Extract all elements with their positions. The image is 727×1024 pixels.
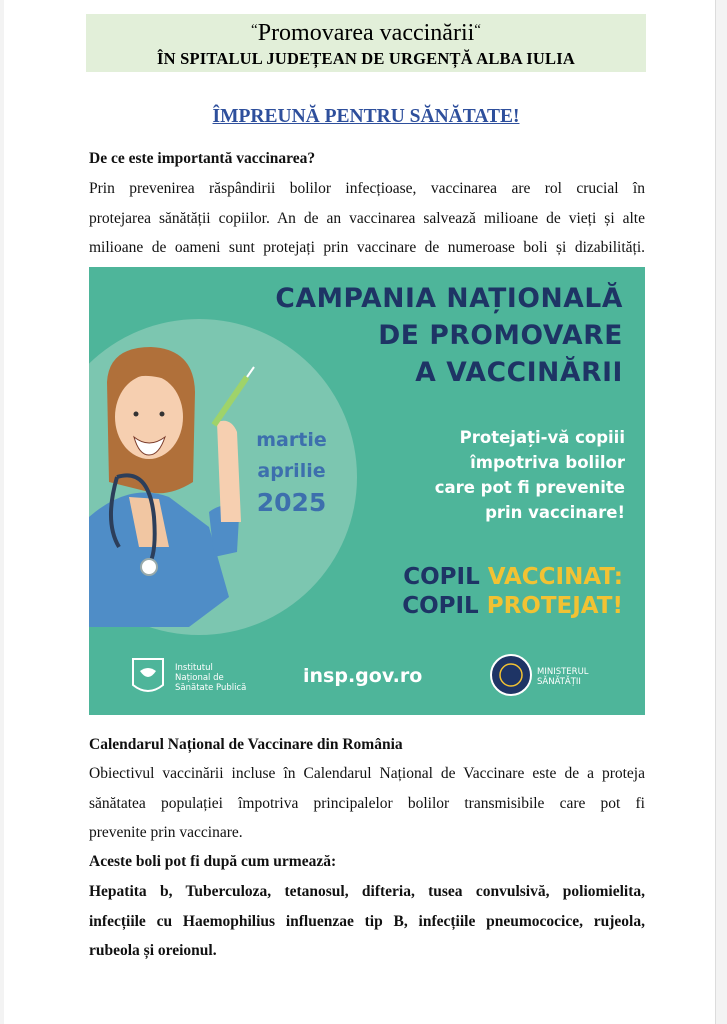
protect-message: Protejați-vă copiii împotriva bolilor care pot fi prevenite prin vaccinare! — [434, 428, 625, 522]
importance-paragraph — [89, 174, 645, 263]
ministry-logo — [491, 655, 531, 695]
diseases-list — [89, 877, 645, 966]
paragraph-line: milioane de oameni sunt protejați prin vaccinare de numeroase boli și dizabilități. — [89, 239, 645, 256]
insp-url: insp.gov.ro — [303, 665, 423, 687]
paragraph-line: Prin prevenirea răspândirii bolilor infecțioase, vaccinarea are rol crucial în — [89, 180, 645, 197]
paragraph-line: Obiectivul vaccinării incluse în Calendarul Național de Vaccinare este de a proteja — [89, 765, 645, 782]
copil-slogan: COPIL VACCINAT: COPIL PROTEJAT! — [402, 564, 623, 619]
header-banner — [86, 14, 646, 72]
paragraph-line: Hepatita b, Tuberculoza, tetanosul, difteria, tusea convulsivă, poliomielita, — [89, 883, 645, 900]
campaign-dates: martie aprilie 2025 — [256, 429, 327, 517]
section-heading-calendar: Calendarul Național de Vaccinare din România — [89, 736, 403, 753]
paragraph-line: infecțiile cu Haemophilius influenzae tip B, infecțiile pneumococice, rujeola, — [89, 912, 645, 930]
section-heading-importance: De ce este importantă vaccinarea? — [89, 150, 316, 167]
paragraph-line: sănătatea populației împotriva principalelor bolilor transmisibile care pot fi — [89, 794, 645, 812]
ministry-name: MINISTERUL SĂNĂTĂȚII — [537, 667, 589, 687]
slogan-heading: ÎMPREUNĂ PENTRU SĂNĂTATE! — [212, 106, 520, 127]
paragraph-line: prevenite prin vaccinare. — [89, 824, 243, 841]
paragraph-line: protejarea sănătății copiilor. An de an vaccinarea salvează milioane de vieți și alte — [89, 209, 645, 227]
poster-title-line: A VACCINĂRII — [415, 357, 623, 388]
insp-name: Institutul Național de Sănătate Publică — [175, 663, 247, 693]
paragraph-line: rubeola și oreionul. — [89, 942, 217, 959]
hospital-name: ÎN SPITALUL JUDEȚEAN DE URGENȚĂ ALBA IULIA — [157, 49, 575, 68]
poster-title-line: DE PROMOVARE — [378, 320, 623, 351]
document-title: “Promovarea vaccinării“ — [251, 20, 481, 46]
calendar-paragraph — [89, 759, 645, 848]
campaign-poster — [89, 267, 645, 715]
diseases-heading: Aceste boli pot fi după cum urmează: — [89, 853, 337, 870]
poster-title-line: CAMPANIA NAȚIONALĂ — [275, 283, 623, 314]
insp-logo — [133, 659, 163, 691]
